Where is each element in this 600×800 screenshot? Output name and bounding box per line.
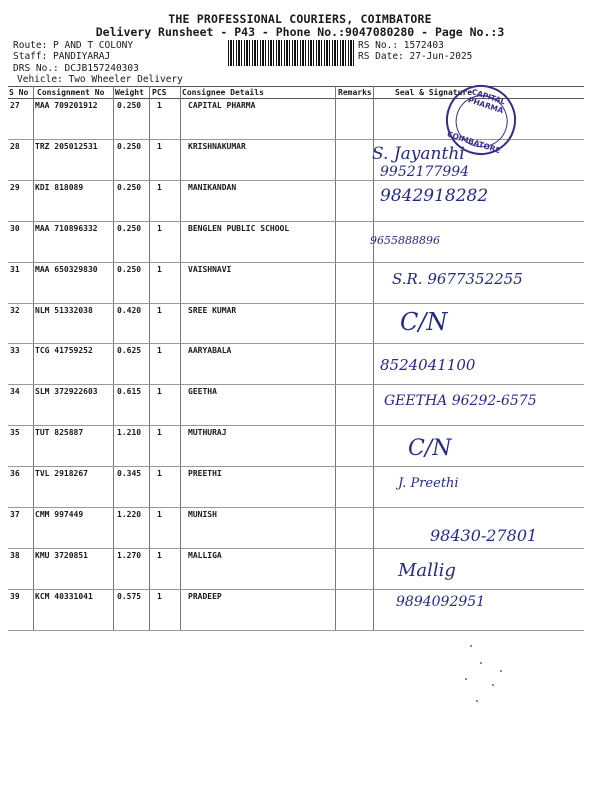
- row-pcs: 1: [157, 182, 162, 192]
- row-divider: [8, 384, 584, 385]
- row-pcs: 1: [157, 305, 162, 315]
- scan-speck: [480, 662, 482, 664]
- row-weight: 0.345: [117, 469, 142, 479]
- row-weight: 0.250: [117, 101, 142, 110]
- col-consignee: Consignee Details: [182, 88, 264, 97]
- row-pcs: 1: [157, 223, 162, 233]
- row-sno: 36: [10, 469, 20, 479]
- row-pcs: 1: [157, 387, 162, 397]
- scan-speck: [492, 684, 494, 686]
- row-consignment-no: KCM 40331041: [35, 591, 93, 601]
- row-divider: [8, 262, 584, 263]
- row-weight: 0.250: [117, 182, 142, 192]
- row-pcs: 1: [157, 428, 162, 438]
- row-divider: [8, 507, 584, 508]
- row-consignee: PRADEEP: [188, 591, 222, 601]
- row-consignee: CAPITAL PHARMA: [188, 101, 256, 110]
- row-sno: 31: [10, 264, 20, 274]
- col-sno: S No: [9, 88, 29, 97]
- row-consignment-no: KMU 3720851: [35, 550, 88, 560]
- row-consignee: PREETHI: [188, 469, 222, 479]
- row-pcs: 1: [157, 469, 162, 479]
- row-consignment-no: CMM 997449: [35, 510, 84, 519]
- rs-date: RS Date: 27-Jun-2025: [358, 51, 473, 62]
- row-weight: 0.420: [117, 305, 142, 315]
- staff-label: Staff: PANDIYARAJ: [13, 51, 111, 62]
- row-consignee: MUNISH: [188, 510, 217, 519]
- signature-row-28: S. Jayanthi: [372, 144, 465, 164]
- drs-number: DRS No.: DCJB157240303: [13, 63, 139, 74]
- row-divider: [8, 466, 584, 467]
- signature-row-33: 8524041100: [380, 356, 476, 374]
- row-consignment-no: TRZ 205012531: [35, 141, 98, 151]
- row-consignee: SREE KUMAR: [188, 305, 237, 315]
- row-weight: 1.210: [117, 428, 142, 438]
- row-divider: [8, 180, 584, 181]
- row-weight: 0.575: [117, 591, 142, 601]
- row-pcs: 1: [157, 550, 162, 560]
- row-consignment-no: MAA 650329830: [35, 264, 98, 274]
- row-sno: 34: [10, 387, 20, 397]
- row-sno: 30: [10, 223, 20, 233]
- row-sno: 39: [10, 591, 20, 601]
- row-divider: [8, 221, 584, 222]
- signature-row-31: S.R. 9677352255: [392, 270, 523, 288]
- row-consignment-no: SLM 372922603: [35, 387, 98, 397]
- row-consignee: MUTHURAJ: [188, 428, 227, 438]
- table-top-rule: [8, 86, 584, 87]
- row-consignee: VAISHNAVI: [188, 264, 232, 274]
- row-pcs: 1: [157, 141, 162, 151]
- row-weight: 0.250: [117, 223, 142, 233]
- row-divider: [8, 425, 584, 426]
- company-title: THE PROFESSIONAL COURIERS, COIMBATORE: [168, 12, 432, 26]
- col-consignment: Consignment No: [37, 88, 105, 97]
- col-weight: Weight: [115, 88, 144, 97]
- row-consignment-no: NLM 51332038: [35, 305, 93, 315]
- barcode-image: [228, 40, 354, 66]
- row-weight: 1.270: [117, 550, 142, 560]
- row-divider: [8, 343, 584, 344]
- route-label: Route: P AND T COLONY: [13, 40, 134, 51]
- row-weight: 0.250: [117, 264, 142, 274]
- row-consignee: BENGLEN PUBLIC SCHOOL: [188, 223, 290, 233]
- stamp-top-text: CAPITAL PHARMA: [466, 87, 507, 116]
- scan-speck: [465, 678, 467, 680]
- row-pcs: 1: [157, 510, 162, 519]
- row-divider: [8, 548, 584, 549]
- col-seal-signature: Seal & Signature: [395, 88, 473, 97]
- row-sno: 33: [10, 346, 20, 356]
- row-pcs: 1: [157, 591, 162, 601]
- signature-row-38: Mallig: [398, 560, 456, 581]
- row-consignment-no: TVL 2918267: [35, 469, 88, 479]
- row-consignment-no: MAA 709201912: [35, 101, 98, 110]
- row-sno: 27: [10, 101, 20, 110]
- row-consignment-no: KDI 818089: [35, 182, 84, 192]
- row-sno: 32: [10, 305, 20, 315]
- runsheet-subtitle: Delivery Runsheet - P43 - Phone No.:9047080280 - Page No.:3: [95, 25, 505, 39]
- row-sno: 37: [10, 510, 20, 519]
- scan-speck: [500, 670, 502, 672]
- row-pcs: 1: [157, 264, 162, 274]
- row-consignee: MALLIGA: [188, 550, 222, 560]
- row-consignee: GEETHA: [188, 387, 217, 397]
- row-sno: 29: [10, 182, 20, 192]
- row-weight: 1.220: [117, 510, 142, 519]
- cn-row-32: C/N: [400, 308, 448, 336]
- phone-row-37: 98430-27801: [430, 526, 538, 545]
- vehicle-label: Vehicle: Two Wheeler Delivery: [17, 74, 183, 85]
- row-divider: [8, 303, 584, 304]
- row-sno: 35: [10, 428, 20, 438]
- signature-row-29: 9842918282: [380, 186, 489, 206]
- row-sno: 38: [10, 550, 20, 560]
- col-remarks: Remarks: [338, 88, 372, 97]
- row-weight: 0.250: [117, 141, 142, 151]
- row-consignee: KRISHNAKUMAR: [188, 141, 246, 151]
- scan-speck: [476, 700, 478, 702]
- row-divider: [8, 630, 584, 631]
- signature-row-39: 9894092951: [396, 594, 486, 610]
- stamp-bottom-text: COIMBATORE: [445, 129, 502, 156]
- signature-row-30: 9655888896: [370, 234, 440, 247]
- signature-row-36: J. Preethi: [398, 476, 459, 491]
- cn-row-35: C/N: [408, 436, 452, 461]
- row-weight: 0.625: [117, 346, 142, 356]
- scan-speck: [470, 645, 472, 647]
- row-consignee: AARYABALA: [188, 346, 232, 356]
- signature-row-34: GEETHA 96292-6575: [384, 393, 537, 409]
- row-pcs: 1: [157, 101, 162, 110]
- rs-number: RS No.: 1572403: [358, 40, 444, 51]
- col-pcs: PCS: [152, 88, 167, 97]
- row-pcs: 1: [157, 346, 162, 356]
- row-weight: 0.615: [117, 387, 142, 397]
- row-consignment-no: TUT 825887: [35, 428, 84, 438]
- phone-row-28: 9952177994: [380, 164, 470, 180]
- row-divider: [8, 589, 584, 590]
- row-sno: 28: [10, 141, 20, 151]
- row-consignment-no: MAA 710896332: [35, 223, 98, 233]
- row-consignee: MANIKANDAN: [188, 182, 237, 192]
- row-consignment-no: TCG 41759252: [35, 346, 93, 356]
